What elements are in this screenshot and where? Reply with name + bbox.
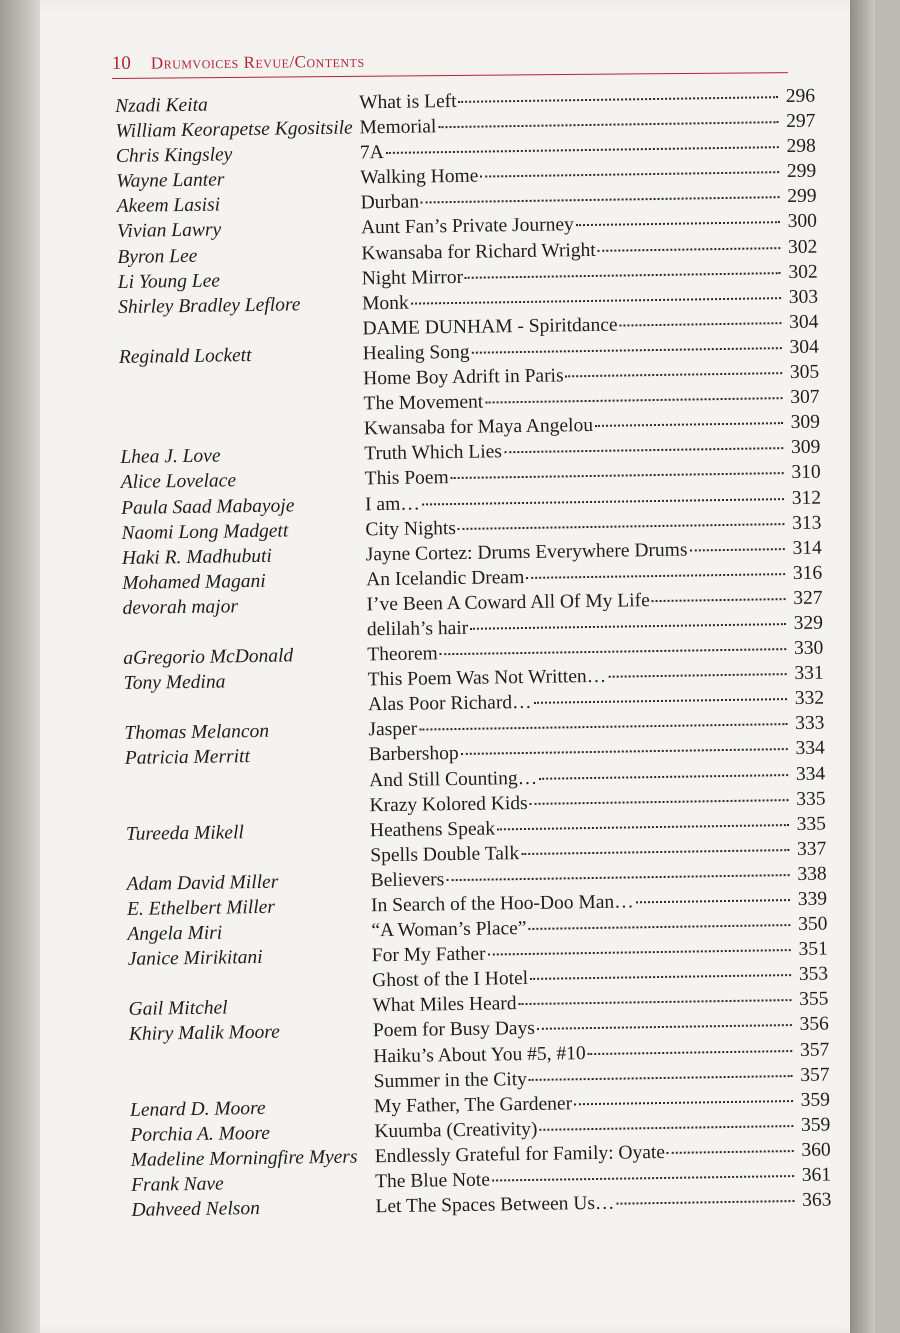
entry-page-number: 338 xyxy=(797,863,827,885)
dot-leader xyxy=(537,1025,792,1031)
dot-leader xyxy=(419,723,787,730)
entry-page-number: 351 xyxy=(798,938,828,961)
entry-title: Haiku’s About You #5, #10 xyxy=(373,1042,586,1067)
entry-author: Dahveed Nelson xyxy=(131,1198,261,1222)
entry-title: This Poem Was Not Written… xyxy=(367,665,607,691)
dot-leader xyxy=(488,949,791,955)
dot-leader xyxy=(470,623,786,630)
entry-title: Truth Which Lies xyxy=(364,441,503,465)
entry-author xyxy=(130,1087,374,1091)
entry-page-number: 335 xyxy=(796,813,827,835)
entry-title: Memorial xyxy=(359,116,437,139)
entry-author: Alice Lovelace xyxy=(120,470,237,494)
entry-author: E. Ethelbert Miller xyxy=(126,896,276,920)
page-number: 10 xyxy=(111,52,131,75)
entry-title: Endlessly Grateful for Family: Oyate xyxy=(374,1141,666,1168)
entry-author: Wayne Lanter xyxy=(116,169,225,193)
entry-author: devorah major xyxy=(122,596,239,619)
entry-page-number: 313 xyxy=(792,512,822,534)
entry-author: Li Young Lee xyxy=(117,270,221,293)
entry-page-number: 331 xyxy=(794,662,824,685)
entry-page-number: 353 xyxy=(798,963,829,986)
entry-title: Jayne Cortez: Drums Everywhere Drums xyxy=(365,539,688,566)
entry-title: An Icelandic Dream xyxy=(366,566,525,591)
entry-page-number: 330 xyxy=(793,637,824,660)
entry-title: 7A xyxy=(359,142,384,164)
entry-page-number: 316 xyxy=(792,562,823,584)
dot-leader xyxy=(521,849,789,855)
entry-author xyxy=(128,987,372,991)
entry-page-number: 357 xyxy=(799,1039,830,1061)
entry-author: Patricia Merritt xyxy=(124,746,251,770)
running-header xyxy=(112,44,788,79)
entry-author: Reginald Lockett xyxy=(118,344,252,368)
dot-leader xyxy=(529,1075,793,1081)
entry-author: Lhea J. Love xyxy=(120,445,221,469)
entry-page-number: 309 xyxy=(790,436,821,459)
entry-page-number: 335 xyxy=(796,788,826,810)
dot-leader xyxy=(588,1050,793,1055)
entry-page-number: 309 xyxy=(790,411,821,434)
entry-title: For My Father xyxy=(371,943,486,967)
entry-title: Home Boy Adrift in Paris xyxy=(363,365,564,390)
entry-author: Tony Medina xyxy=(123,671,226,695)
dot-leader xyxy=(386,146,779,154)
entry-title: And Still Counting… xyxy=(369,767,538,791)
book-gutter xyxy=(0,0,40,1333)
entry-author: Vivian Lawry xyxy=(116,219,222,243)
entry-title: Spells Double Talk xyxy=(370,842,520,867)
entry-title: Krazy Kolored Kids xyxy=(369,792,528,816)
entry-title: This Poem xyxy=(364,467,449,490)
dot-leader xyxy=(472,347,782,354)
entry-page-number: 332 xyxy=(794,687,825,710)
dot-leader xyxy=(530,974,791,980)
entry-title: DAME DUNHAM - Spiritdance xyxy=(362,314,618,340)
entry-page-number: 355 xyxy=(799,988,829,1011)
dot-leader xyxy=(422,498,784,505)
dot-leader xyxy=(566,372,783,377)
dot-leader xyxy=(620,322,782,326)
entry-page-number: 337 xyxy=(796,838,827,860)
entry-page-number: 304 xyxy=(789,336,819,358)
entry-page-number: 302 xyxy=(787,236,818,258)
dot-leader xyxy=(504,447,783,453)
entry-page-number: 299 xyxy=(786,160,817,183)
dot-leader xyxy=(576,222,780,227)
entry-author xyxy=(120,435,364,439)
entry-author: Haki R. Madhubuti xyxy=(121,545,273,569)
dot-leader xyxy=(616,1200,794,1205)
entry-title: In Search of the Hoo-Doo Man… xyxy=(370,891,634,917)
entry-page-number: 350 xyxy=(797,913,828,936)
entry-page-number: 333 xyxy=(794,712,825,735)
entry-author: Naomi Long Madgett xyxy=(121,520,289,544)
entry-page-number: 300 xyxy=(787,211,818,233)
entry-page-number: 359 xyxy=(800,1089,831,1111)
entry-title: Walking Home xyxy=(360,165,479,189)
entry-title: Kwansaba for Richard Wright xyxy=(361,239,596,264)
dot-leader xyxy=(539,1125,793,1131)
entry-author: Thomas Melancon xyxy=(124,721,270,745)
page-edge xyxy=(850,0,875,1333)
dot-leader xyxy=(526,573,785,579)
entry-author: Lenard D. Moore xyxy=(129,1097,266,1121)
dot-leader xyxy=(451,473,784,480)
entry-title: Kuumba (Creativity) xyxy=(374,1118,538,1143)
entry-title: “A Woman’s Place” xyxy=(371,918,527,942)
table-of-contents xyxy=(115,86,832,1225)
entry-page-number: 314 xyxy=(792,537,822,559)
entry-author xyxy=(124,711,368,715)
entry-author: Paula Saad Mabayoje xyxy=(120,494,295,519)
entry-page-number: 329 xyxy=(793,612,824,634)
entry-author: Porchia A. Moore xyxy=(130,1122,271,1146)
entry-page-number: 310 xyxy=(791,461,821,484)
entry-title: Summer in the City xyxy=(373,1068,528,1092)
entry-page-number: 299 xyxy=(787,185,817,208)
entry-author xyxy=(129,1062,373,1066)
running-head-title: Drumvoices Revue/Contents xyxy=(150,51,365,73)
entry-title: I am… xyxy=(364,493,420,515)
entry-author: Gail Mitchel xyxy=(128,997,228,1021)
entry-title: Healing Song xyxy=(362,341,470,365)
entry-title: City Nights xyxy=(365,517,457,540)
entry-title: Durban xyxy=(360,191,420,214)
dot-leader xyxy=(421,197,780,204)
entry-page-number: 296 xyxy=(785,85,816,108)
entry-author xyxy=(119,384,363,388)
entry-author: Mohamed Magani xyxy=(122,570,266,594)
entry-author: Shirley Bradley Leflore xyxy=(117,294,301,318)
entry-title: Aunt Fan’s Private Journey xyxy=(360,214,574,239)
entry-author: Nzadi Keita xyxy=(115,94,208,117)
entry-author xyxy=(126,811,370,815)
dot-leader xyxy=(480,171,779,177)
entry-page-number: 327 xyxy=(793,587,823,609)
entry-author xyxy=(120,409,364,413)
entry-title: delilah’s hair xyxy=(366,617,469,641)
dot-leader xyxy=(458,523,785,530)
entry-page-number: 361 xyxy=(801,1164,832,1186)
entry-page-number: 334 xyxy=(795,737,825,760)
entry-page-number: 334 xyxy=(795,763,826,785)
entry-author: Angela Miri xyxy=(127,922,223,946)
entry-title: The Movement xyxy=(363,391,484,415)
dot-leader xyxy=(539,774,788,780)
dot-leader xyxy=(446,874,789,881)
entry-page-number: 357 xyxy=(800,1064,830,1086)
dot-leader xyxy=(636,899,790,903)
entry-page-number: 360 xyxy=(801,1139,831,1161)
entry-author xyxy=(119,334,363,338)
entry-page-number: 303 xyxy=(788,286,819,308)
entry-page-number: 302 xyxy=(788,261,818,283)
entry-page-number: 304 xyxy=(789,311,819,333)
entry-page-number: 307 xyxy=(790,386,820,409)
entry-author: Madeline Morningfire Myers xyxy=(130,1146,358,1171)
entry-title: Night Mirror xyxy=(361,266,464,290)
entry-title: Let The Spaces Between Us… xyxy=(375,1192,615,1218)
dot-leader xyxy=(438,121,778,128)
entry-title: Heathens Speak xyxy=(369,818,496,842)
entry-author: Chris Kingsley xyxy=(115,144,233,168)
entry-author xyxy=(123,635,367,639)
dot-leader xyxy=(530,799,789,805)
entry-title: Theorem xyxy=(367,643,438,666)
entry-title: My Father, The Gardener xyxy=(373,1093,573,1118)
entry-author: Tureeda Mikell xyxy=(125,821,244,845)
entry-title: Jasper xyxy=(368,718,418,741)
entry-page-number: 298 xyxy=(786,135,816,158)
entry-title: What is Left xyxy=(358,90,457,114)
entry-title: Believers xyxy=(370,869,445,892)
entry-author: aGregorio McDonald xyxy=(123,645,294,669)
entry-page-number: 363 xyxy=(802,1189,832,1212)
dot-leader xyxy=(461,749,788,756)
entry-author: Janice Mirikitani xyxy=(127,947,263,971)
dot-leader xyxy=(459,96,779,103)
dot-leader xyxy=(492,1175,794,1181)
entry-title: Ghost of the I Hotel xyxy=(372,968,529,992)
dot-leader xyxy=(598,247,781,252)
entry-author xyxy=(126,861,370,865)
entry-title: Barbershop xyxy=(368,743,459,766)
entry-title: What Miles Heard xyxy=(372,993,517,1017)
entry-page-number: 305 xyxy=(789,361,820,384)
entry-title: Kwansaba for Maya Angelou xyxy=(363,415,594,440)
entry-title: The Blue Note xyxy=(374,1169,491,1193)
entry-author xyxy=(125,786,369,790)
entry-title: Poem for Busy Days xyxy=(372,1018,535,1042)
dot-leader xyxy=(485,397,782,403)
entry-page-number: 339 xyxy=(797,888,828,910)
dot-leader xyxy=(652,598,786,602)
entry-author: Adam David Miller xyxy=(126,871,279,895)
entry-author: Akeem Lasisi xyxy=(116,194,221,218)
dot-leader xyxy=(411,297,781,304)
dot-leader xyxy=(574,1100,793,1105)
entry-author: Byron Lee xyxy=(117,245,198,268)
entry-author: William Keorapetse Kgositsile xyxy=(115,117,353,143)
entry-page-number: 359 xyxy=(800,1114,831,1136)
dot-leader xyxy=(667,1150,794,1154)
entry-title: Alas Poor Richard… xyxy=(367,692,532,716)
entry-page-number: 297 xyxy=(786,110,816,133)
dot-leader xyxy=(595,422,783,427)
dot-leader xyxy=(529,924,791,930)
dot-leader xyxy=(440,648,787,655)
dot-leader xyxy=(689,548,784,551)
dot-leader xyxy=(519,999,792,1005)
entry-author: Frank Nave xyxy=(131,1173,224,1196)
dot-leader xyxy=(608,673,787,678)
dot-leader xyxy=(534,698,787,704)
entry-page-number: 356 xyxy=(799,1013,830,1036)
dot-leader xyxy=(497,824,789,830)
entry-title: I’ve Been A Coward All Of My Life xyxy=(366,589,650,616)
entry-page-number: 312 xyxy=(791,487,822,509)
entry-title: Monk xyxy=(361,292,409,315)
dot-leader xyxy=(465,272,781,279)
entry-author: Khiry Malik Moore xyxy=(128,1022,280,1046)
